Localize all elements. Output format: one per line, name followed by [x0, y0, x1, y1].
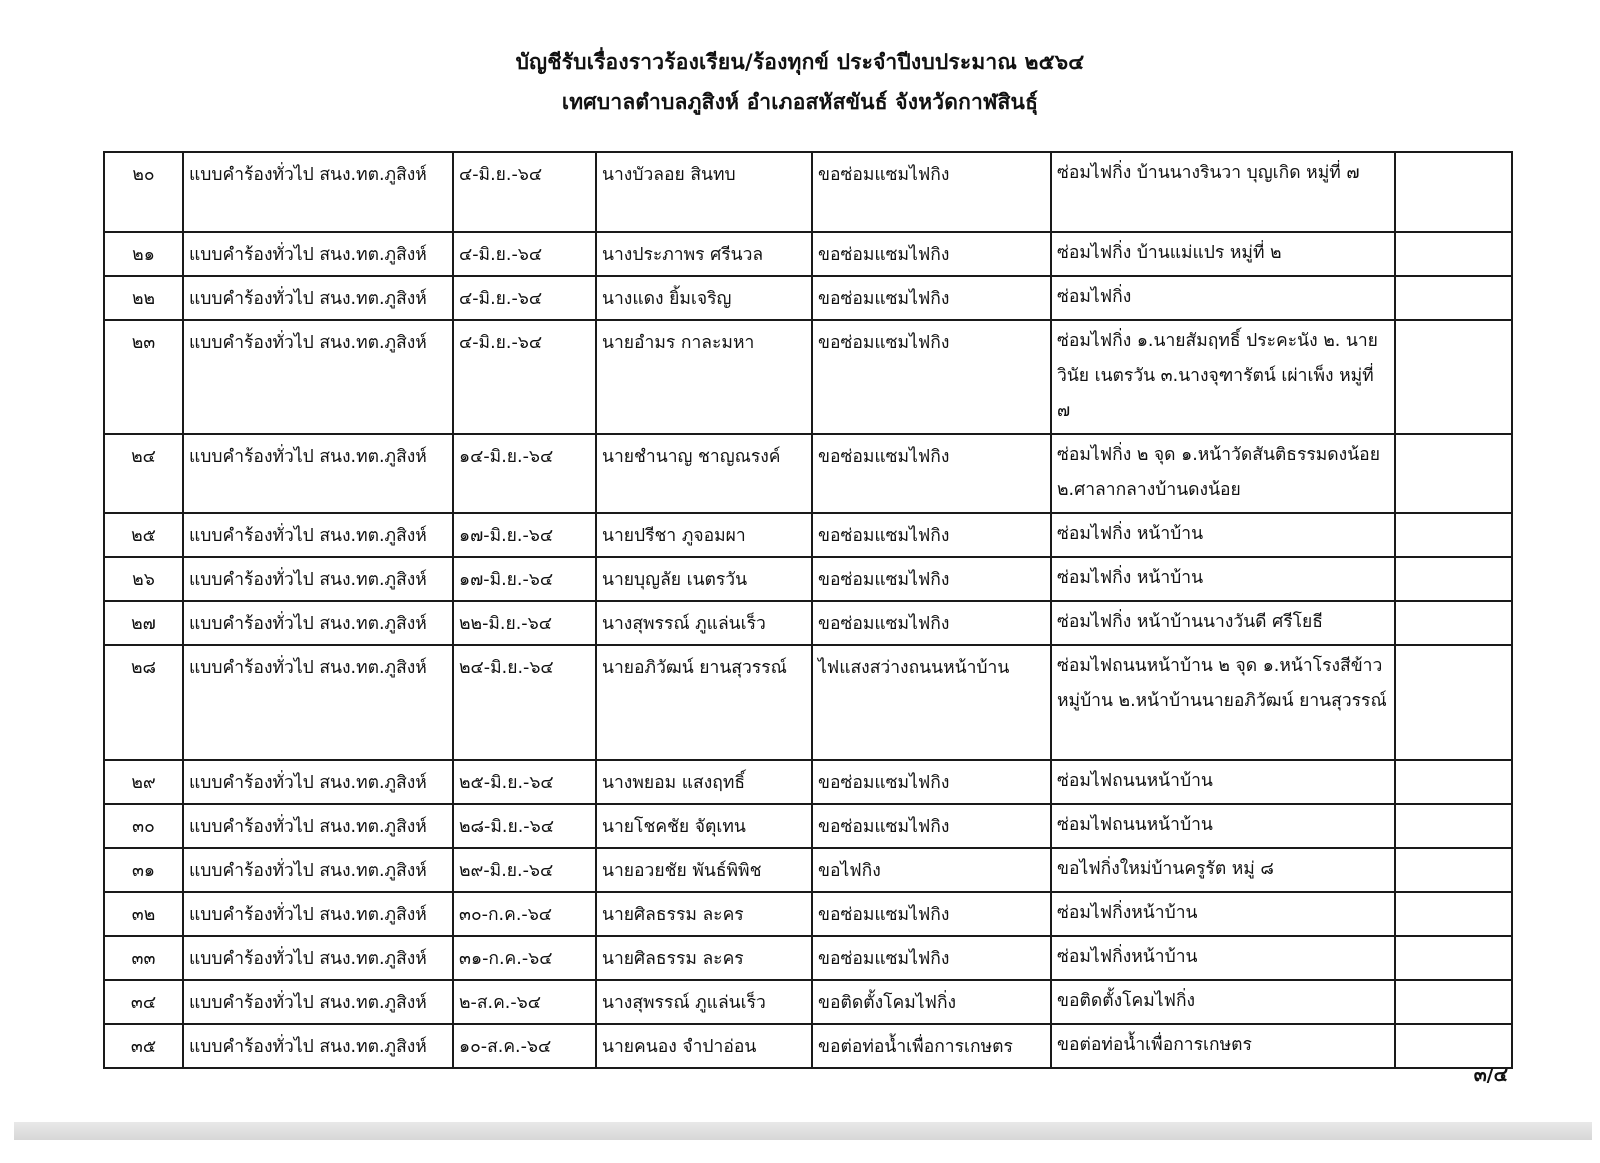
- cell-number-text: ๒๓: [131, 333, 156, 353]
- cell-date: [453, 645, 596, 760]
- cell-subject-text: ขอซ่อมแซมไฟกิง: [818, 526, 950, 546]
- cell-subject-text: ขอซ่อมแซมไฟกิง: [818, 570, 950, 590]
- cell-channel: [183, 557, 453, 601]
- table-row: [104, 320, 1512, 434]
- cell-number: [104, 601, 183, 645]
- cell-note: [1395, 892, 1512, 936]
- cell-detail-text: ซ่อมไฟกิ่ง ๑.นายสัมฤทธิ์ ประคะนัง ๒. นายวินัย เนตรวัน ๓.นางจุฑารัตน์ เผ่าเพ็ง หมู่ที่ ๗: [1057, 331, 1378, 421]
- cell-number-text: ๓๕: [130, 1037, 157, 1057]
- cell-channel: [183, 980, 453, 1024]
- cell-complainant: [596, 601, 812, 645]
- cell-date-text: ๒๒-มิ.ย.-๖๔: [459, 614, 552, 634]
- cell-detail-text: ซ่อมไฟกิ่ง: [1057, 287, 1132, 307]
- cell-date: [453, 892, 596, 936]
- cell-channel-text: แบบคำร้องทั่วไป สนง.ทต.ภูสิงห์: [189, 949, 427, 969]
- cell-detail: [1051, 557, 1395, 601]
- cell-subject-text: ขอซ่อมแซมไฟกิง: [818, 949, 950, 969]
- cell-number-text: ๒๐: [132, 165, 155, 185]
- cell-channel-text: แบบคำร้องทั่วไป สนง.ทต.ภูสิงห์: [189, 526, 427, 546]
- cell-subject-text: ไฟแสงสว่างถนนหน้าบ้าน: [818, 658, 1010, 678]
- cell-detail: [1051, 760, 1395, 804]
- cell-detail-text: ซ่อมไฟกิ่ง บ้านแม่แปร หมู่ที่ ๒: [1057, 243, 1282, 263]
- cell-note-text: [1401, 521, 1506, 523]
- cell-complainant-text: นางแดง ยิ้มเจริญ: [602, 289, 732, 309]
- cell-date: [453, 1024, 596, 1068]
- cell-detail-text: ซ่อมไฟถนนหน้าบ้าน: [1057, 815, 1213, 835]
- cell-channel: [183, 320, 453, 434]
- cell-complainant-text: นางพยอม แสงฤทธิ์: [602, 773, 746, 793]
- cell-complainant-text: นางบัวลอย สินทบ: [602, 165, 736, 185]
- cell-date: [453, 760, 596, 804]
- page-subtitle: เทศบาลตำบลภูสิงห์ อำเภอสหัสขันธ์ จังหวัดกาฬสินธุ์: [561, 90, 1039, 114]
- page-title: บัญชีรับเรื่องราวร้องเรียน/ร้องทุกข์ ประจำปีงบประมาณ ๒๕๖๔: [515, 50, 1085, 74]
- cell-complainant: [596, 980, 812, 1024]
- cell-note: [1395, 513, 1512, 557]
- cell-channel-text: แบบคำร้องทั่วไป สนง.ทต.ภูสิงห์: [189, 993, 427, 1013]
- cell-detail-text: ซ่อมไฟกิ่งหน้าบ้าน: [1057, 947, 1198, 967]
- cell-detail: [1051, 601, 1395, 645]
- cell-subject: [812, 804, 1051, 848]
- cell-note: [1395, 232, 1512, 276]
- cell-subject-text: ขอซ่อมแซมไฟกิง: [818, 447, 950, 467]
- cell-note-text: [1401, 284, 1506, 286]
- cell-channel: [183, 601, 453, 645]
- cell-channel: [183, 892, 453, 936]
- cell-channel-text: แบบคำร้องทั่วไป สนง.ทต.ภูสิงห์: [189, 658, 427, 678]
- cell-note-text: [1401, 442, 1506, 444]
- cell-subject: [812, 557, 1051, 601]
- cell-date-text: ๔-มิ.ย.-๖๔: [459, 245, 543, 265]
- cell-detail: [1051, 848, 1395, 892]
- cell-number-text: ๒๕: [131, 526, 156, 546]
- cell-date-text: ๒๘-มิ.ย.-๖๔: [459, 817, 554, 837]
- cell-subject: [812, 601, 1051, 645]
- cell-channel-text: แบบคำร้องทั่วไป สนง.ทต.ภูสิงห์: [189, 570, 427, 590]
- cell-note: [1395, 276, 1512, 320]
- cell-date-text: ๒๕-มิ.ย.-๖๔: [459, 773, 554, 793]
- cell-detail: [1051, 513, 1395, 557]
- cell-channel: [183, 1024, 453, 1068]
- cell-note: [1395, 152, 1512, 232]
- table-row: [104, 760, 1512, 804]
- cell-detail-text: ขอต่อท่อน้ำเพื่อการเกษตร: [1057, 1035, 1252, 1055]
- cell-complainant-text: นายปรีชา ภูจอมผา: [602, 526, 746, 546]
- cell-note-text: [1401, 856, 1506, 858]
- cell-channel-text: แบบคำร้องทั่วไป สนง.ทต.ภูสิงห์: [189, 333, 427, 353]
- cell-note-text: [1401, 240, 1506, 242]
- cell-subject: [812, 434, 1051, 513]
- cell-subject: [812, 936, 1051, 980]
- cell-date-text: ๔-มิ.ย.-๖๔: [459, 333, 543, 353]
- cell-channel-text: แบบคำร้องทั่วไป สนง.ทต.ภูสิงห์: [189, 1037, 427, 1057]
- cell-detail: [1051, 936, 1395, 980]
- cell-complainant: [596, 276, 812, 320]
- cell-channel: [183, 152, 453, 232]
- cell-channel: [183, 434, 453, 513]
- cell-number: [104, 320, 183, 434]
- cell-channel-text: แบบคำร้องทั่วไป สนง.ทต.ภูสิงห์: [189, 861, 427, 881]
- cell-note-text: [1401, 944, 1506, 946]
- table-row: [104, 1024, 1512, 1068]
- cell-date-text: ๓๐-ก.ค.-๖๔: [459, 905, 553, 925]
- cell-complainant-text: นางประภาพร ศรีนวล: [602, 245, 764, 265]
- cell-date-text: ๒๙-มิ.ย.-๖๔: [459, 861, 554, 881]
- cell-complainant: [596, 804, 812, 848]
- cell-subject-text: ขอซ่อมแซมไฟกิง: [818, 165, 950, 185]
- scan-edge-band: [14, 1122, 1592, 1140]
- cell-detail-text: ขอติดตั้งโคมไฟกิ่ง: [1057, 991, 1196, 1011]
- cell-date: [453, 848, 596, 892]
- cell-number-text: ๓๐: [132, 817, 155, 837]
- cell-subject: [812, 232, 1051, 276]
- cell-complainant: [596, 557, 812, 601]
- cell-complainant-text: นางสุพรรณ์ ภูแล่นเร็ว: [602, 614, 766, 634]
- table-row: [104, 892, 1512, 936]
- cell-subject-text: ขอต่อท่อน้ำเพื่อการเกษตร: [818, 1037, 1013, 1057]
- cell-subject: [812, 892, 1051, 936]
- cell-note-text: [1401, 1032, 1506, 1034]
- cell-channel: [183, 276, 453, 320]
- table-row: [104, 804, 1512, 848]
- table-row: [104, 513, 1512, 557]
- cell-subject: [812, 980, 1051, 1024]
- cell-complainant: [596, 1024, 812, 1068]
- cell-number: [104, 848, 183, 892]
- cell-subject-text: ขอซ่อมแซมไฟกิง: [818, 245, 950, 265]
- cell-complainant-text: นางสุพรรณ์ ภูแล่นเร็ว: [602, 993, 766, 1013]
- cell-detail: [1051, 276, 1395, 320]
- cell-number-text: ๓๒: [131, 905, 156, 925]
- cell-subject-text: ขอซ่อมแซมไฟกิง: [818, 773, 950, 793]
- cell-number: [104, 434, 183, 513]
- table-row: [104, 152, 1512, 232]
- cell-channel-text: แบบคำร้องทั่วไป สนง.ทต.ภูสิงห์: [189, 905, 427, 925]
- cell-channel: [183, 760, 453, 804]
- cell-note: [1395, 557, 1512, 601]
- cell-date-text: ๑๗-มิ.ย.-๖๔: [459, 526, 554, 546]
- cell-detail: [1051, 1024, 1395, 1068]
- cell-subject-text: ขอซ่อมแซมไฟกิง: [818, 614, 950, 634]
- cell-complainant-text: นายบุญลัย เนตรวัน: [602, 570, 748, 590]
- cell-channel-text: แบบคำร้องทั่วไป สนง.ทต.ภูสิงห์: [189, 165, 427, 185]
- cell-number: [104, 232, 183, 276]
- cell-complainant-text: นายโชคชัย จัตุเทน: [602, 817, 746, 837]
- cell-date-text: ๑๐-ส.ค.-๖๔: [459, 1037, 552, 1057]
- complaint-register-table: [103, 151, 1513, 1069]
- cell-complainant: [596, 434, 812, 513]
- table-row: [104, 276, 1512, 320]
- cell-number-text: ๒๗: [131, 614, 156, 634]
- cell-detail-text: ซ่อมไฟกิ่ง หน้าบ้านนางวันดี ศรีโยธี: [1057, 612, 1323, 632]
- cell-date: [453, 936, 596, 980]
- cell-date: [453, 434, 596, 513]
- cell-date: [453, 980, 596, 1024]
- cell-date-text: ๒-ส.ค.-๖๔: [459, 993, 542, 1013]
- table-row: [104, 601, 1512, 645]
- cell-date: [453, 601, 596, 645]
- cell-subject-text: ขอติดตั้งโคมไฟกิ่ง: [818, 993, 957, 1013]
- cell-note-text: [1401, 328, 1506, 330]
- cell-number: [104, 936, 183, 980]
- cell-number: [104, 276, 183, 320]
- cell-channel: [183, 513, 453, 557]
- cell-channel: [183, 804, 453, 848]
- cell-date: [453, 557, 596, 601]
- cell-subject: [812, 276, 1051, 320]
- cell-subject: [812, 152, 1051, 232]
- cell-note: [1395, 760, 1512, 804]
- cell-number: [104, 152, 183, 232]
- cell-number-text: ๒๘: [130, 658, 157, 678]
- cell-detail: [1051, 892, 1395, 936]
- cell-complainant: [596, 513, 812, 557]
- cell-note: [1395, 936, 1512, 980]
- cell-subject: [812, 848, 1051, 892]
- cell-channel-text: แบบคำร้องทั่วไป สนง.ทต.ภูสิงห์: [189, 773, 427, 793]
- cell-date-text: ๑๗-มิ.ย.-๖๔: [459, 570, 554, 590]
- cell-detail-text: ซ่อมไฟกิ่ง ๒ จุด ๑.หน้าวัดสันติธรรมดงน้อย ๒.ศาลากลางบ้านดงน้อย: [1057, 445, 1380, 500]
- cell-date-text: ๓๑-ก.ค.-๖๔: [459, 949, 553, 969]
- cell-complainant: [596, 848, 812, 892]
- cell-date: [453, 232, 596, 276]
- cell-channel-text: แบบคำร้องทั่วไป สนง.ทต.ภูสิงห์: [189, 245, 427, 265]
- cell-detail-text: ซ่อมไฟกิ่ง หน้าบ้าน: [1057, 524, 1204, 544]
- cell-subject: [812, 645, 1051, 760]
- cell-complainant-text: นายศิลธรรม ละคร: [602, 905, 744, 925]
- cell-detail-text: ซ่อมไฟกิ่ง หน้าบ้าน: [1057, 568, 1204, 588]
- table-row: [104, 557, 1512, 601]
- cell-number: [104, 645, 183, 760]
- cell-number-text: ๒๔: [131, 447, 156, 467]
- table-row: [104, 434, 1512, 513]
- cell-channel: [183, 936, 453, 980]
- cell-channel-text: แบบคำร้องทั่วไป สนง.ทต.ภูสิงห์: [189, 817, 427, 837]
- cell-date: [453, 152, 596, 232]
- cell-detail-text: ซ่อมไฟถนนหน้าบ้าน: [1057, 771, 1213, 791]
- cell-number: [104, 980, 183, 1024]
- cell-detail: [1051, 980, 1395, 1024]
- cell-complainant: [596, 936, 812, 980]
- cell-note: [1395, 320, 1512, 434]
- cell-number-text: ๓๔: [130, 993, 157, 1013]
- cell-number-text: ๓๑: [131, 861, 156, 881]
- cell-channel: [183, 232, 453, 276]
- cell-subject: [812, 760, 1051, 804]
- cell-note-text: [1401, 900, 1506, 902]
- page-number: ๓/๔: [1473, 1064, 1508, 1086]
- cell-note: [1395, 645, 1512, 760]
- cell-detail: [1051, 232, 1395, 276]
- cell-note-text: [1401, 653, 1506, 655]
- cell-detail-text: ซ่อมไฟกิ่ง บ้านนางรินวา บุญเกิด หมู่ที่ ๗: [1057, 163, 1360, 183]
- cell-subject-text: ขอซ่อมแซมไฟกิง: [818, 289, 950, 309]
- cell-complainant: [596, 645, 812, 760]
- cell-note: [1395, 980, 1512, 1024]
- cell-number-text: ๒๙: [131, 773, 156, 793]
- cell-note: [1395, 601, 1512, 645]
- cell-date-text: ๒๔-มิ.ย.-๖๔: [459, 658, 554, 678]
- cell-date: [453, 276, 596, 320]
- cell-complainant-text: นายอวยชัย พันธ์พิพิช: [602, 861, 762, 881]
- cell-subject-text: ขอซ่อมแซมไฟกิง: [818, 905, 950, 925]
- cell-note: [1395, 848, 1512, 892]
- cell-complainant: [596, 760, 812, 804]
- cell-subject-text: ขอซ่อมแซมไฟกิง: [818, 333, 950, 353]
- cell-date-text: ๔-มิ.ย.-๖๔: [459, 289, 543, 309]
- cell-complainant-text: นายอภิวัฒน์ ยานสุวรรณ์: [602, 658, 787, 678]
- cell-detail-text: ซ่อมไฟถนนหน้าบ้าน ๒ จุด ๑.หน้าโรงสีข้าวหมู่บ้าน ๒.หน้าบ้านนายอภิวัฒน์ ยานสุวรรณ์: [1057, 656, 1387, 711]
- cell-number-text: ๓๓: [131, 949, 156, 969]
- cell-number: [104, 557, 183, 601]
- table-row: [104, 848, 1512, 892]
- table-row: [104, 645, 1512, 760]
- cell-number-text: ๒๒: [131, 289, 156, 309]
- cell-subject: [812, 513, 1051, 557]
- cell-complainant-text: นายศิลธรรม ละคร: [602, 949, 744, 969]
- cell-complainant: [596, 320, 812, 434]
- cell-subject-text: ขอซ่อมแซมไฟกิง: [818, 817, 950, 837]
- cell-detail-text: ซ่อมไฟกิ่งหน้าบ้าน: [1057, 903, 1198, 923]
- cell-note-text: [1401, 988, 1506, 990]
- cell-date: [453, 804, 596, 848]
- cell-detail: [1051, 804, 1395, 848]
- cell-date: [453, 513, 596, 557]
- cell-number-text: ๒๖: [132, 570, 155, 590]
- cell-date-text: ๔-มิ.ย.-๖๔: [459, 165, 543, 185]
- cell-number: [104, 1024, 183, 1068]
- cell-complainant-text: นายคนอง จำปาอ่อน: [602, 1037, 757, 1057]
- cell-note: [1395, 804, 1512, 848]
- cell-complainant: [596, 232, 812, 276]
- cell-note: [1395, 434, 1512, 513]
- cell-number: [104, 804, 183, 848]
- cell-channel: [183, 848, 453, 892]
- cell-channel-text: แบบคำร้องทั่วไป สนง.ทต.ภูสิงห์: [189, 614, 427, 634]
- cell-date-text: ๑๔-มิ.ย.-๖๔: [459, 447, 554, 467]
- cell-channel-text: แบบคำร้องทั่วไป สนง.ทต.ภูสิงห์: [189, 289, 427, 309]
- cell-note-text: [1401, 768, 1506, 770]
- cell-note-text: [1401, 565, 1506, 567]
- cell-number: [104, 892, 183, 936]
- cell-detail: [1051, 645, 1395, 760]
- cell-note-text: [1401, 160, 1506, 162]
- cell-subject: [812, 1024, 1051, 1068]
- cell-detail: [1051, 434, 1395, 513]
- cell-note-text: [1401, 812, 1506, 814]
- cell-complainant: [596, 892, 812, 936]
- cell-number: [104, 513, 183, 557]
- register-body: [104, 152, 1512, 1068]
- table-row: [104, 936, 1512, 980]
- cell-number-text: ๒๑: [132, 245, 155, 265]
- cell-detail: [1051, 152, 1395, 232]
- cell-subject-text: ขอไฟกิง: [818, 861, 881, 881]
- table-row: [104, 232, 1512, 276]
- cell-detail: [1051, 320, 1395, 434]
- cell-complainant-text: นายชำนาญ ชาญณรงค์: [602, 447, 781, 467]
- cell-detail-text: ขอไฟกิ่งใหม่บ้านครูรัต หมู่ ๘: [1057, 859, 1274, 879]
- cell-channel: [183, 645, 453, 760]
- cell-complainant: [596, 152, 812, 232]
- cell-date: [453, 320, 596, 434]
- table-row: [104, 980, 1512, 1024]
- cell-subject: [812, 320, 1051, 434]
- cell-channel-text: แบบคำร้องทั่วไป สนง.ทต.ภูสิงห์: [189, 447, 427, 467]
- cell-note-text: [1401, 609, 1506, 611]
- cell-complainant-text: นายอำมร กาละมหา: [602, 333, 755, 353]
- cell-number: [104, 760, 183, 804]
